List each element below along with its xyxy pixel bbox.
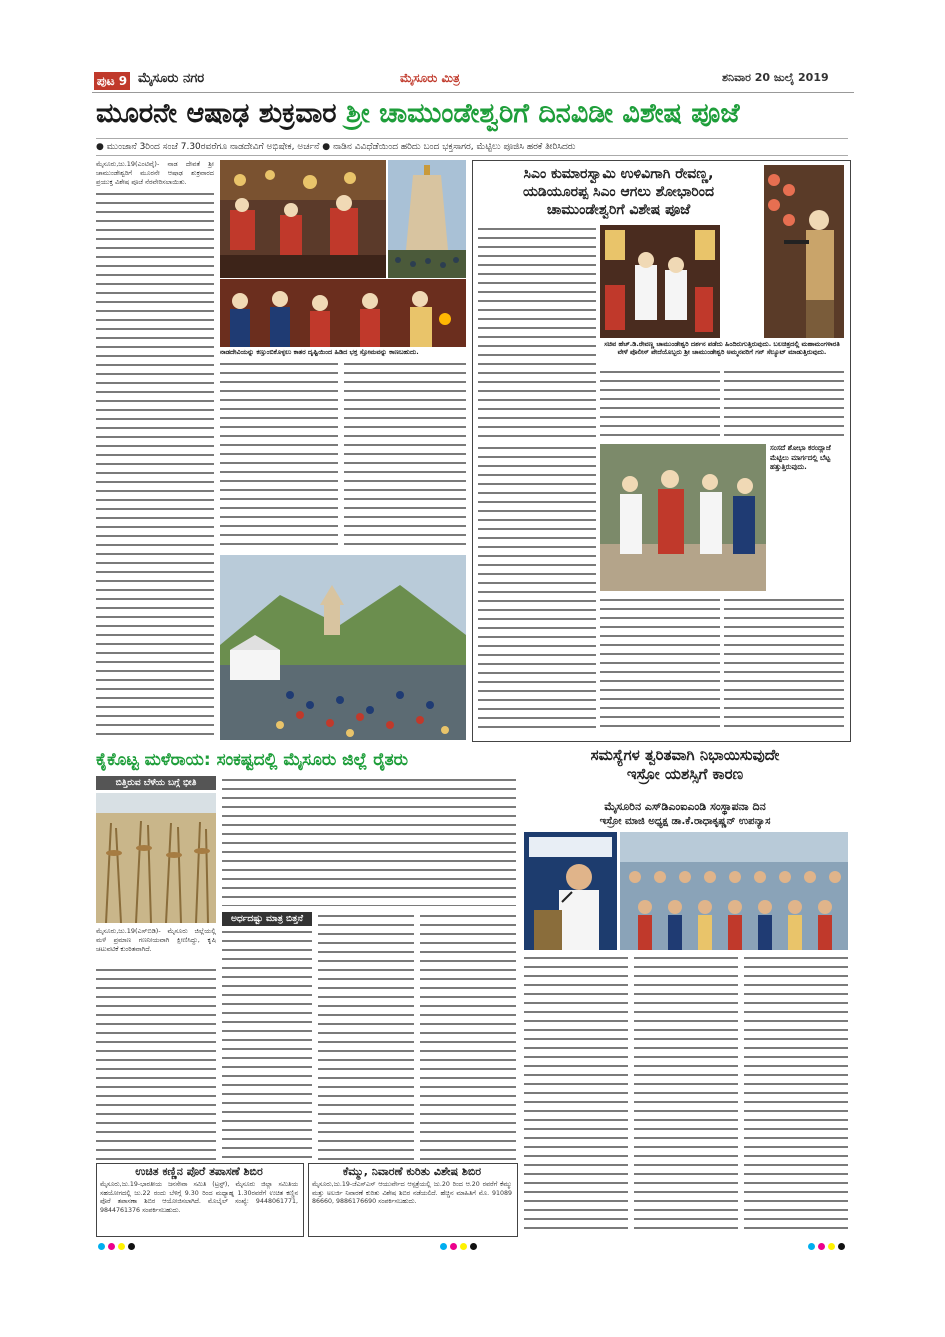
- rain-story-column-2: [222, 928, 312, 1160]
- revanna-photo-caption: ಸಚಿವ ಹೆಚ್.ಡಿ.ರೇವಣ್ಣ ಚಾಮುಂಡೇಶ್ವರಿ ದರ್ಶನ ಪಡೆದು ಹಿಂದಿರುಗುತ್ತಿರುವುದು. ಬಲಚಿತ್ರದಲ್ಲಿ ಮಹಾಮಂಗಳಾರತಿ ವೇಳೆ ಪೊಲೀಸ್ ಪೇದೆಯೊಬ್ಬರು ಶ್ರೀ ಚಾಮುಂಡೇಶ್ವರಿ ಅಮ್ಮನವರಿಗೆ ಗನ್ ಸೆಲ್ಯೂಟ್ ಮಾಡುತ್ತಿರುವುದು.: [604, 340, 840, 356]
- print-dot-cyan-3: [808, 1243, 815, 1250]
- chamundi-hill-crowd-photo: [220, 555, 466, 740]
- temple-crowd-photo: [220, 160, 386, 278]
- shobha-side-caption: ಸಂಸದೆ ಶೋಭಾ ಕರಂದ್ಲಾಜೆ ಮೆಟ್ಟಿಲು ಮಾರ್ಗದಲ್ಲಿ ಬೆಟ್ಟ ಹತ್ತುತ್ತಿರುವುದು.: [770, 444, 831, 471]
- lead-story-column-2: [220, 360, 338, 550]
- temple-gopura-photo-art: [388, 160, 466, 278]
- revanna-story-column-1: [478, 225, 596, 440]
- section-title: ಮೈಸೂರು ನಗರ: [138, 71, 205, 86]
- revanna-headline-line3: ಚಾಮುಂಡೇಶ್ವರಿಗೆ ವಿಶೇಷ ಪೂಜೆ: [546, 202, 691, 218]
- lead-story-dateline: ಮೈಸೂರು,ಜು.19(ಎಂಟಿವೈ)- ನಾಡ ದೇವತೆ ಶ್ರೀ ಚಾಮುಂಡೇಶ್ವರಿಗೆ ಮೂರನೇ ಆಷಾಢ ಶುಕ್ರವಾರದ ಪ್ರಯುಕ್ತ ವಿಶೇಷ ಪೂಜೆ ನೆರವೇರಿಸಲಾಯಿತು.: [96, 160, 214, 186]
- revanna-story-column-2: [600, 368, 720, 440]
- headline-subline: ● ಮುಂಜಾನೆ 3ರಿಂದ ಸಂಜೆ 7.30ರವರೆಗೂ ನಾಡದೇವಿಗೆ ಅಭಿಷೇಕ, ಅರ್ಚನೆ ● ನಾಡಿನ ವಿವಿಧೆಡೆಯಿಂದ ಹರಿದು ಬಂದ ಭಕ್ತಸಾಗರ, ಮೆಟ್ಟಿಲು ಪೂಜಿಸಿ ಹರಕೆ ತೀರಿಸಿದರು: [96, 138, 848, 156]
- rain-headline: ಕೈಕೊಟ್ಟ ಮಳೆರಾಯ: ಸಂಕಷ್ಟದಲ್ಲಿ ಮೈಸೂರು ಜಿಲ್ಲೆ ರೈತರು: [96, 750, 409, 770]
- shobha-steps-photo: [600, 444, 766, 591]
- brief-eye-camp-body: ಮೈಸೂರು,ಜು.19-ಭಾರತೀಯ ಜನಸೇವಾ ಸಮಿತಿ (ಟ್ರಸ್ಟ್), ಮೈಸೂರು ಜಿಲ್ಲಾ ಸಮಿತಿಯ ಸಹಯೋಗದಲ್ಲಿ ಜು.22 ರಂದು ಬೆಳಿಗ್ಗೆ 9.30 ರಿಂದ ಮಧ್ಯಾಹ್ನ 1.30ರವರೆಗೆ ಉಚಿತ ಕಣ್ಣಿನ ಪೊರೆ ತಪಾಸಣಾ ಶಿಬಿರ ಆಯೋಜಿಸಲಾಗಿದೆ. ಮೊಬೈಲ್ ಸಂಖ್ಯೆ: 9448061771, 9844761376 ಸಂಪರ್ಕಿಸಬಹುದು.: [100, 1181, 298, 1214]
- police-salute-photo: [764, 165, 844, 338]
- print-dot-black-2: [470, 1243, 477, 1250]
- isro-subhead-line2: ಇಸ್ರೋ ಮಾಜಿ ಅಧ್ಯಕ್ಷ ಡಾ.ಕೆ.ರಾಧಾಕೃಷ್ಣನ್ ಉಪನ್ಯಾಸ: [599, 816, 771, 827]
- isro-headline-line2: ಇಸ್ರೋ ಯಶಸ್ಸಿಗೆ ಕಾರಣ: [626, 765, 744, 783]
- revanna-story-column-3: [724, 368, 844, 440]
- print-dot-magenta: [108, 1243, 115, 1250]
- revanna-headline-line1: ಸಿಎಂ ಕುಮಾರಸ್ವಾಮಿ ಉಳಿವಿಗಾಗಿ ರೇವಣ್ಣ,: [523, 166, 714, 182]
- rain-subhead: ಅರ್ಧದಷ್ಟು ಮಾತ್ರ ಬಿತ್ತನೆ: [222, 912, 312, 926]
- brief-eye-camp-headline: ಉಚಿತ ಕಣ್ಣಿನ ಪೊರೆ ತಪಾಸಣೆ ಶಿಬಿರ: [135, 1165, 263, 1178]
- audience-photo: [620, 832, 848, 950]
- isro-headline-line1: ಸಮಸ್ಯೆಗಳ ತ್ವರಿತವಾಗಿ ನಿಭಾಯಿಸುವುದೇ: [590, 746, 780, 764]
- main-headline: [96, 95, 848, 133]
- isro-subhead-line1: ಮೈಸೂರಿನ ಎಸ್‌ಡಿಎಂಐಎಂಡಿ ಸಂಸ್ಥಾಪನಾ ದಿನ: [604, 800, 766, 813]
- pooja-devotees-photo-art: [220, 279, 466, 347]
- revanna-story-column-5: [600, 596, 720, 734]
- print-dot-black-3: [838, 1243, 845, 1250]
- newspaper-name: ಮೈಸೂರು ಮಿತ್ರ: [400, 71, 460, 85]
- rain-dateline: ಮೈಸೂರು,ಜು.19(ಎಸ್‌ಬಿಡಿ)- ಮೈಸೂರು ಜಿಲ್ಲೆಯಲ್ಲಿ ಮಳೆ ಪ್ರಮಾಣ ಗಣನೀಯವಾಗಿ ಕ್ಷೀಣಿಸಿದ್ದು, ಕೃಷಿ ಚಟುವಟಿಕೆ ಕುಂಠಿತವಾಗಿದೆ.: [96, 927, 216, 953]
- rain-story-column-1: [96, 966, 216, 1160]
- main-headline-part1: ಮೂರನೇ ಆಷಾಢ ಶುಕ್ರವಾರ: [96, 98, 337, 129]
- brief-cough-camp-headline: ಕೆಮ್ಮು, ನಿವಾರಣೆ ಕುರಿತು ವಿಶೇಷ ಶಿಬಿರ: [342, 1165, 482, 1178]
- print-dot-cyan-2: [440, 1243, 447, 1250]
- main-headline-part2: ಶ್ರೀ ಚಾಮುಂಡೇಶ್ವರಿಗೆ ದಿನವಿಡೀ ವಿಶೇಷ ಪೂಜೆ: [345, 98, 740, 129]
- rain-story-column-top: [222, 776, 516, 906]
- rain-tag: ಬಿತ್ತಿರುವ ಬೆಳೆಯ ಬಗ್ಗೆ ಭೀತಿ: [96, 776, 216, 790]
- lead-story-column-1: [96, 190, 214, 738]
- pooja-devotees-photo: [220, 279, 466, 347]
- lead-photo-caption: ನಾಡದೇವಿಯನ್ನು ಕಣ್ತುಂಬಿಕೊಳ್ಳಲು ಕಾತರ ದೃಷ್ಟಿಯಿಂದ ಹಿಡಿದ ಭಕ್ತ ಸ್ತೋಮವನ್ನು ಕಾಣಬಹುದು.: [220, 348, 419, 356]
- print-dot-yellow-3: [828, 1243, 835, 1250]
- revanna-temple-photo-art: [600, 225, 720, 338]
- revanna-story-column-4: [478, 444, 596, 734]
- isro-story-column-1: [524, 954, 628, 1234]
- revanna-temple-photo: [600, 225, 720, 338]
- dry-crop-photo: [96, 793, 216, 923]
- revanna-headline-line2: ಯಡಿಯೂರಪ್ಪ ಸಿಎಂ ಆಗಲು ಶೋಭಾರಿಂದ: [522, 184, 715, 200]
- temple-gopura-photo: [388, 160, 466, 278]
- print-dot-magenta-2: [450, 1243, 457, 1250]
- print-dot-magenta-3: [818, 1243, 825, 1250]
- page-number-badge: ಪುಟ 9: [94, 72, 130, 90]
- isro-story-column-3: [744, 954, 848, 1234]
- shobha-steps-photo-art: [600, 444, 766, 591]
- lead-story-column-3: [344, 360, 466, 550]
- print-dot-cyan: [98, 1243, 105, 1250]
- dry-crop-photo-art: [96, 793, 216, 923]
- audience-photo-art: [620, 832, 848, 950]
- revanna-story-column-6: [724, 596, 844, 734]
- print-dot-black: [128, 1243, 135, 1250]
- print-dot-yellow-2: [460, 1243, 467, 1250]
- print-dot-yellow: [118, 1243, 125, 1250]
- radhakrishnan-speech-photo-art: [524, 832, 617, 950]
- isro-story-column-2: [634, 954, 738, 1234]
- rain-story-column-4: [420, 912, 516, 1160]
- radhakrishnan-speech-photo: [524, 832, 617, 950]
- issue-date: ಶನಿವಾರ 20 ಜುಲೈ 2019: [722, 71, 829, 84]
- temple-crowd-photo-art: [220, 160, 386, 278]
- police-salute-photo-art: [764, 165, 844, 338]
- chamundi-hill-crowd-photo-art: [220, 555, 466, 740]
- brief-cough-camp-body: ಮೈಸೂರು,ಜು.19-ಜೆಎಸ್‌ಎಸ್ ಆಯುರ್ವೇದ ಆಸ್ಪತ್ರೆಯಲ್ಲಿ ಜು.20 ರಿಂದ ಆ.20 ರವರೆಗೆ ಕೆಮ್ಮು ಮತ್ತು ಅಲರ್ಜಿ ನಿವಾರಣೆ ಕುರಿತು ವಿಶೇಷ ಶಿಬಿರ ನಡೆಯಲಿದೆ. ಹೆಚ್ಚಿನ ಮಾಹಿತಿಗೆ ಮೊ. 91089 86660, 9886176690 ಸಂಪರ್ಕಿಸಬಹುದು.: [312, 1181, 512, 1205]
- rain-story-column-3: [318, 912, 414, 1160]
